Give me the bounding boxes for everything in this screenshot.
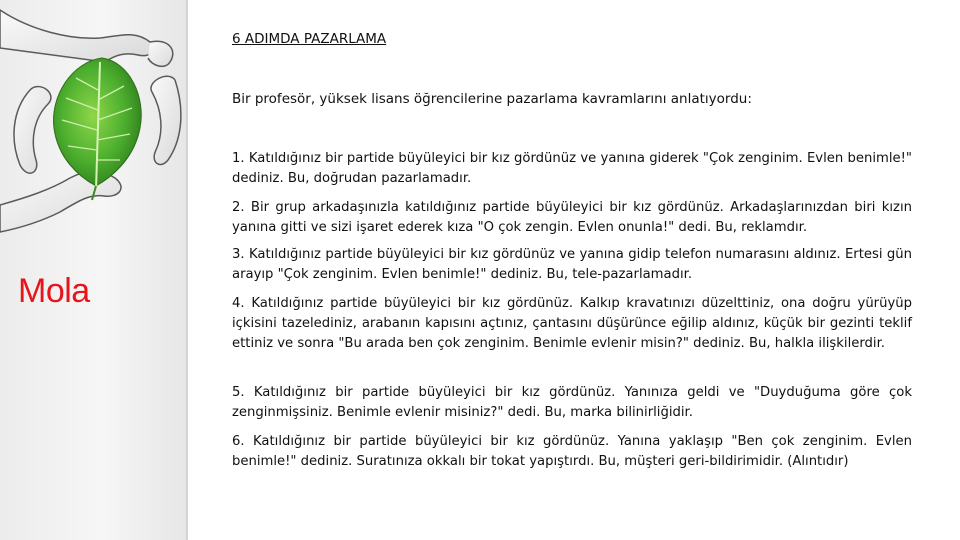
list-item-5: 5. Katıldığınız bir partide büyüleyici bir kız gördünüz. Yanınıza geldi ve "Duyduğuma göre çok zenginmişsiniz. Benimle evlenir misiniz?" dedi. Bu, marka bilinirliğidir. — [232, 385, 912, 420]
hands-holding-leaf-icon — [0, 0, 188, 240]
sidebar-divider — [186, 0, 188, 540]
list-item-4: 4. Katıldığınız partide büyüleyici bir kız gördünüz. Kalkıp kravatınızı düzelttiniz, ona doğru yürüyüp içkisini tazelediniz, arabanın kapısını açtınız, çantasını düşürünce eğilip aldınız, küçük bir gezinti teklif ettiniz ve sonra "Bu arada ben çok zenginim. Benimle evlenir misin?" dediniz. Bu, halkla ilişkilerdir. — [232, 296, 912, 351]
slide-title: 6 ADIMDA PAZARLAMA — [232, 31, 387, 47]
sidebar — [0, 0, 188, 540]
list-item-3: 3. Katıldığınız partide büyüleyici bir kız gördünüz ve yanına gidip telefon numarasını aldınız. Ertesi gün arayıp "Çok zenginim. Evlen benimle!" dediniz. Bu, tele-pazarlamadır. — [232, 247, 912, 282]
break-label: Mola — [18, 272, 90, 310]
list-item-1: 1. Katıldığınız bir partide büyüleyici bir kız gördünüz ve yanına giderek "Çok zenginim. Evlen benimle!" dediniz. Bu, doğrudan pazarlamadır. — [232, 151, 912, 186]
list-item-6: 6. Katıldığınız bir partide büyüleyici bir kız gördünüz. Yanına yaklaşıp "Ben çok zenginim. Evlen benimle!" dediniz. Suratınıza okkalı bir tokat yapıştırdı. Bu, müşteri geri-bildirimidir. (Alıntıdır) — [232, 434, 912, 469]
list-item-2: 2. Bir grup arkadaşınızla katıldığınız partide büyüleyici bir kız gördünüz. Arkadaşlarınızdan biri kızın yanına gitti ve sizi işaret ederek kıza "O çok zengin. Evlen onunla!" dedi. Bu, reklamdır. — [232, 200, 912, 235]
slide-intro: Bir profesör, yüksek lisans öğrencilerine pazarlama kavramlarını anlatıyordu: — [232, 91, 752, 107]
